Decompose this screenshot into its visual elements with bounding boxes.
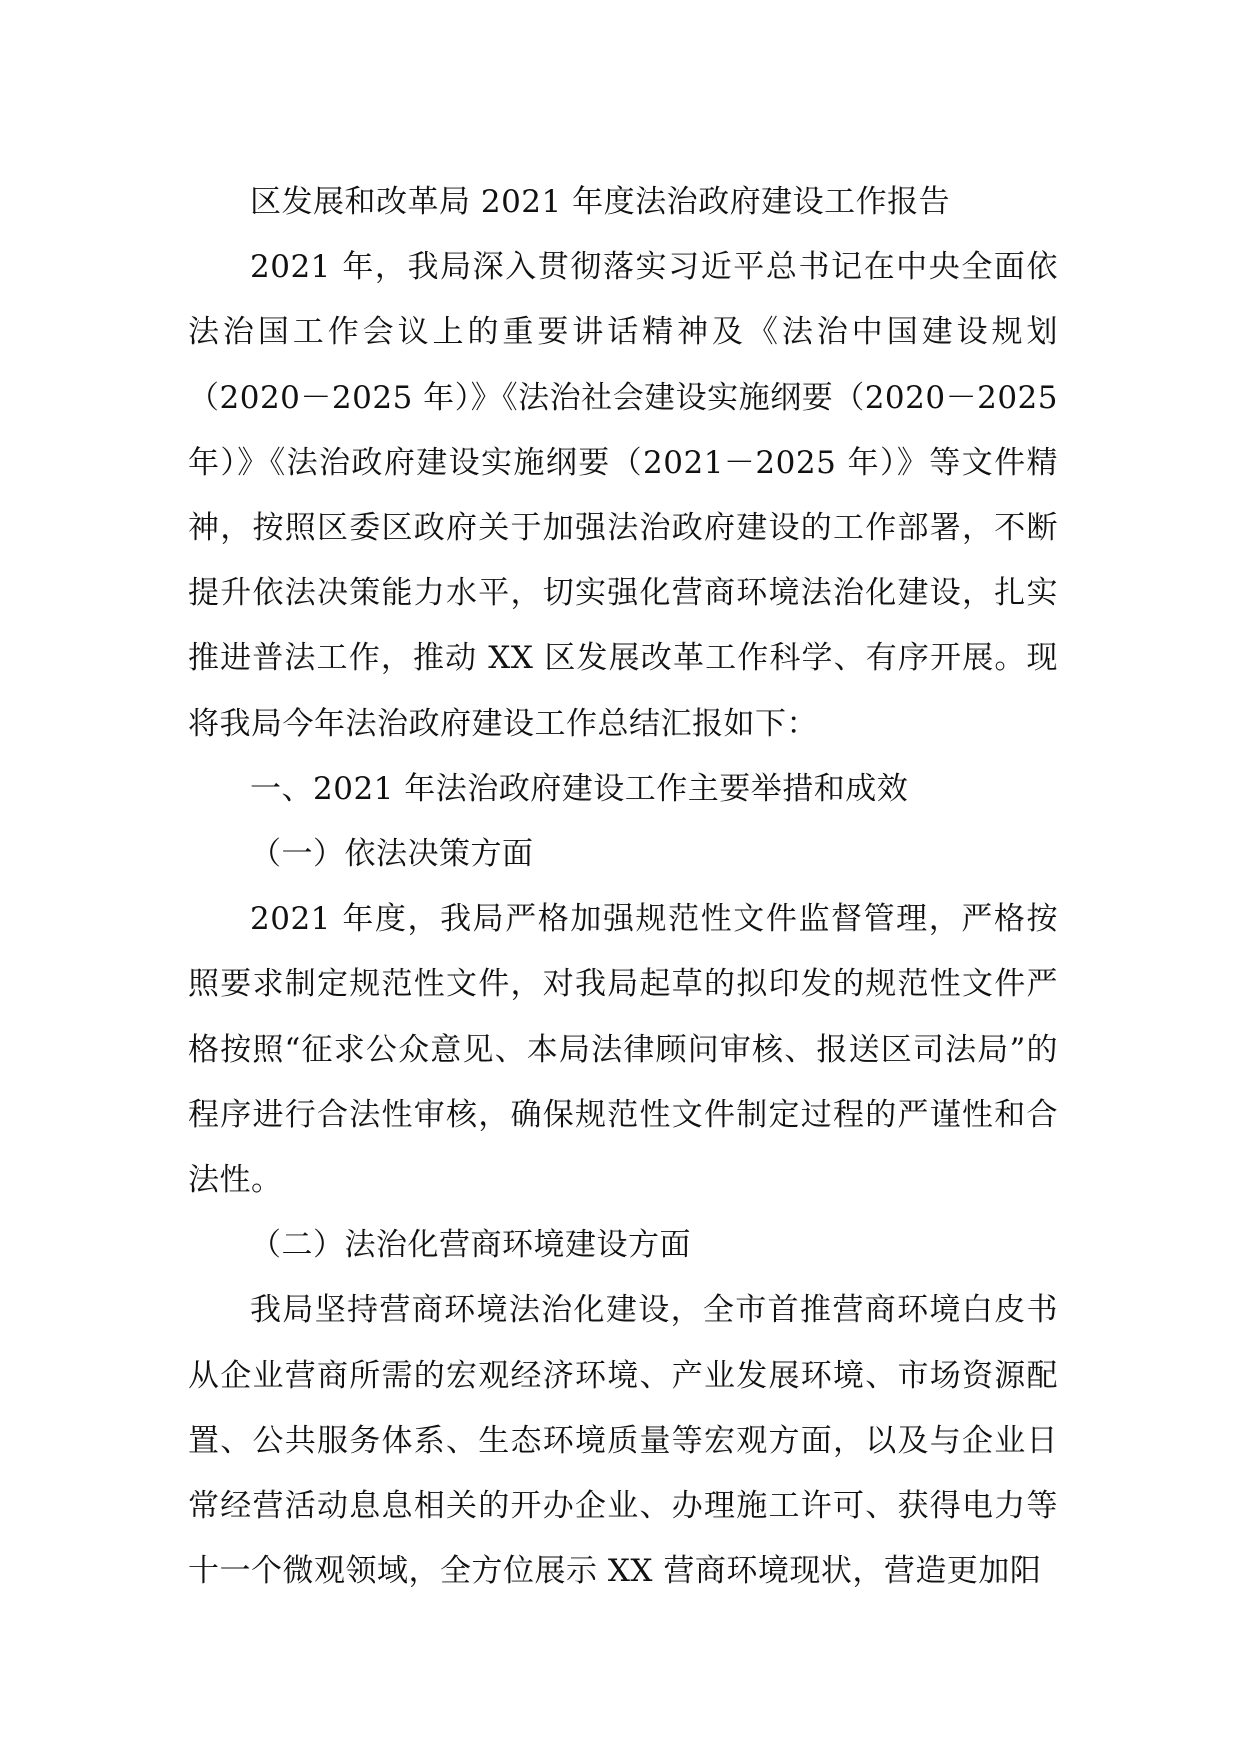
document-body <box>188 170 1058 1604</box>
intro-paragraph: 2021 年，我局深入贯彻落实习近平总书记在中央全面依法治国工作会议上的重要讲话精神及《法治中国建设规划（2020－2025 年）》《法治社会建设实施纲要（2020－2025 年）》《法治政府建设实施纲要（2021－2025 年）》等文件精神，按照区委区政府关于加强法治政府建设的工作部署，不断提升依法决策能力水平，切实强化营商环境法治化建设，扎实推进普法工作，推动 XX 区发展改革工作科学、有序开展。现将我局今年法治政府建设工作总结汇报如下： <box>188 249 1058 742</box>
subsection-body-2: 我局坚持营商环境法治化建设，全市首推营商环境白皮书从企业营商所需的宏观经济环境、产业发展环境、市场资源配置、公共服务体系、生态环境质量等宏观方面，以及与企业日常经营活动息息相关的开办企业、办理施工许可、获得电力等十一个微观领域，全方位展示 XX 营商环境现状，营造更加阳 <box>188 1292 1058 1590</box>
section-heading-1: 一、2021 年法治政府建设工作主要举措和成效 <box>250 770 909 807</box>
document-title: 区发展和改革局 2021 年度法治政府建设工作报告 <box>250 184 951 220</box>
subsection-heading-2: （二）法治化营商环境建设方面 <box>250 1227 691 1264</box>
subsection-body-1: 2021 年度，我局严格加强规范性文件监督管理，严格按照要求制定规范性文件，对我局起草的拟印发的规范性文件严格按照“征求公众意见、本局法律顾问审核、报送区司法局”的程序进行合法性审核，确保规范性文件制定过程的严谨性和合法性。 <box>188 901 1058 1199</box>
subsection-heading-1: （一）依法决策方面 <box>250 836 534 873</box>
